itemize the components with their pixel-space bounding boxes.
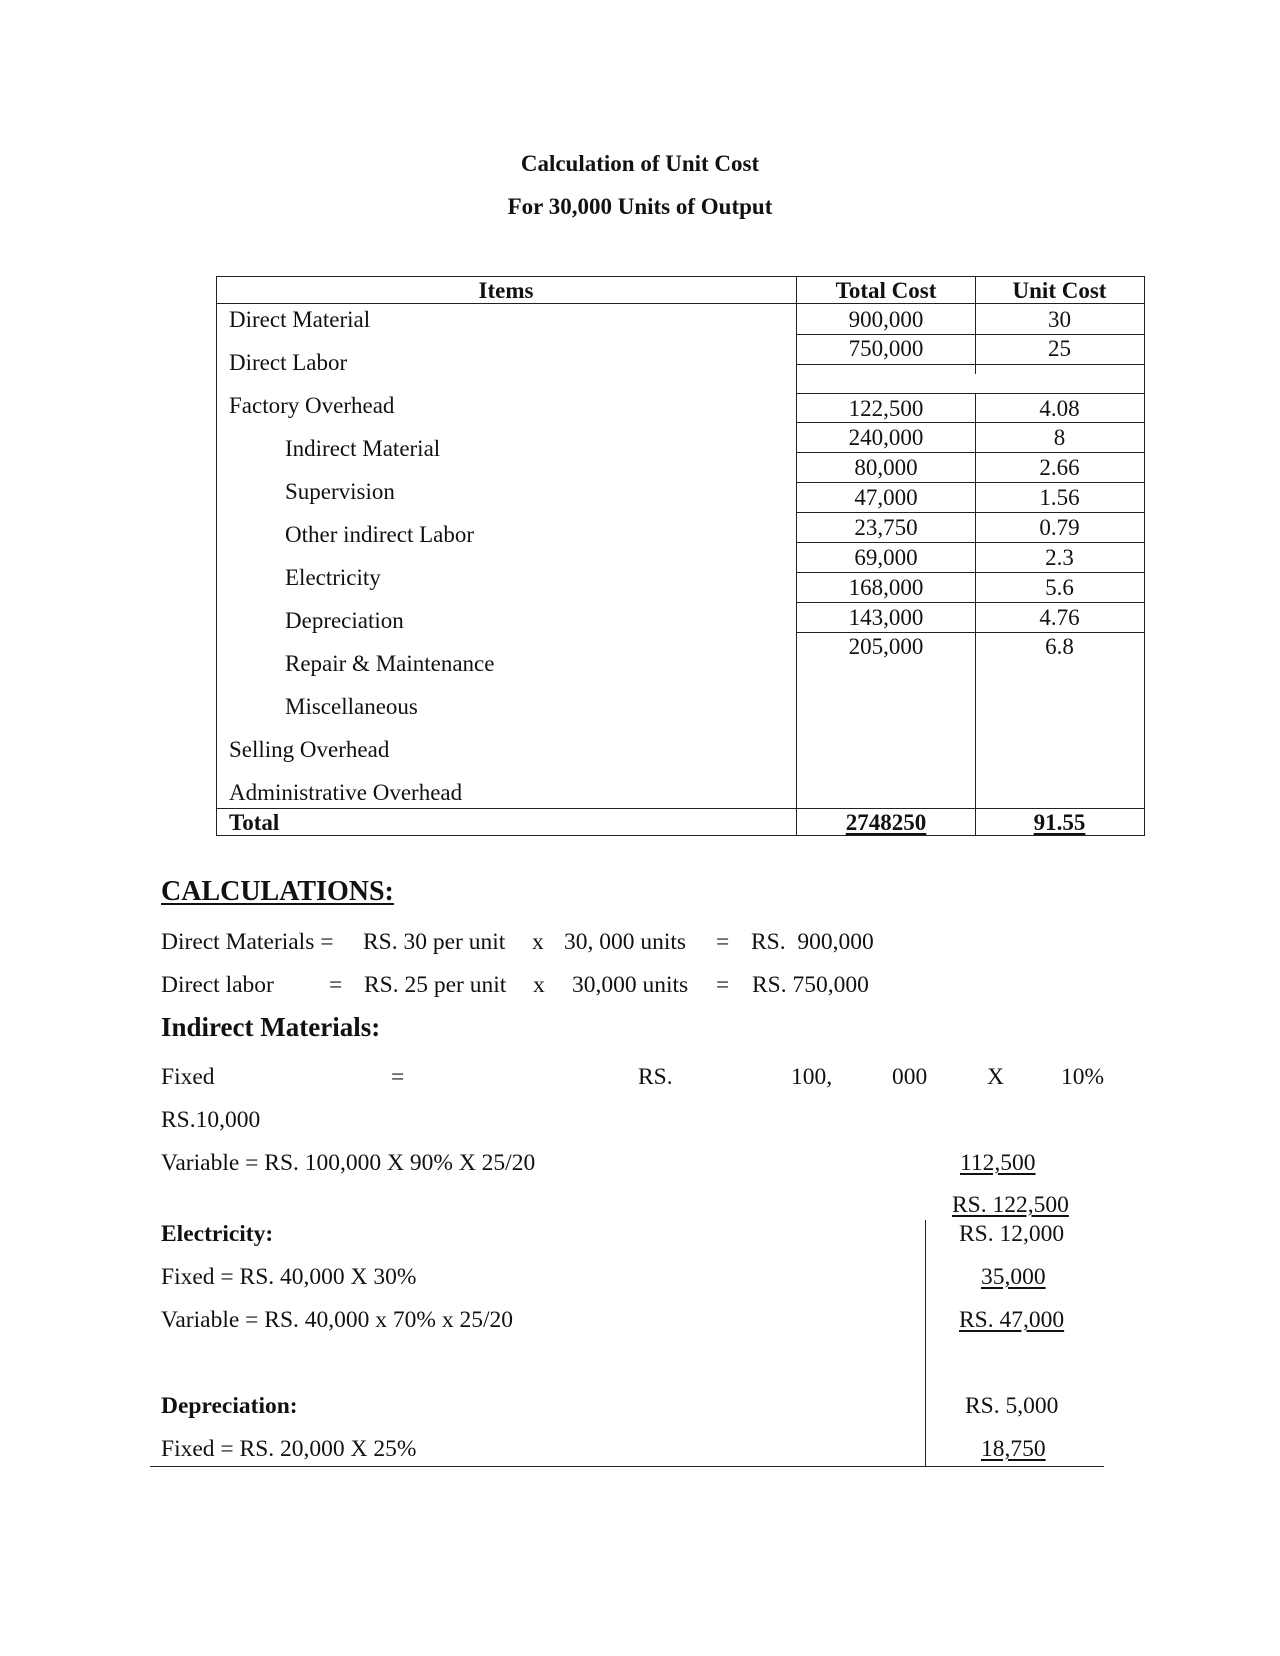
- total-cost-cell: 69,000: [854, 545, 918, 570]
- im-variable: Variable = RS. 100,000 X 90% X 25/20: [161, 1150, 536, 1176]
- page-title: Calculation of Unit Cost: [520, 151, 760, 176]
- item-label: Depreciation: [285, 608, 404, 633]
- table-rule: [796, 482, 1145, 483]
- table-rule: [796, 512, 1145, 513]
- im-fixed-amount-1: 100,: [791, 1064, 833, 1090]
- total-cost-sum: 2748250: [845, 810, 927, 835]
- dl-label: Direct labor: [161, 972, 274, 998]
- table-rule: [796, 393, 1145, 394]
- unit-cost-cell: 4.08: [1039, 396, 1080, 421]
- table-rule: [216, 808, 1145, 809]
- unit-cost-cell: 2.66: [1039, 455, 1080, 480]
- im-fixed-label: Fixed: [161, 1064, 215, 1090]
- table-rule: [796, 572, 1145, 573]
- total-cost-cell: 122,500: [848, 396, 924, 421]
- item-label: Repair & Maintenance: [285, 651, 495, 676]
- dm-equals: =: [716, 929, 730, 955]
- im-total: RS. 122,500: [952, 1192, 1069, 1218]
- table-rule: [796, 334, 1145, 335]
- page-subtitle: For 30,000 Units of Output: [507, 194, 773, 219]
- unit-cost-cell: 6.8: [1045, 634, 1074, 659]
- total-label: Total: [229, 810, 280, 835]
- electricity-heading: Electricity:: [161, 1221, 274, 1247]
- item-label: Direct Labor: [229, 350, 348, 375]
- depreciation-heading: Depreciation:: [161, 1393, 298, 1419]
- dm-rate: RS. 30 per unit: [363, 929, 506, 955]
- calculations-heading: CALCULATIONS:: [161, 876, 394, 907]
- unit-cost-cell: 30: [1048, 307, 1071, 332]
- im-fixed-result: RS.10,000: [161, 1107, 261, 1133]
- im-fixed-rs: RS.: [638, 1064, 673, 1090]
- total-cost-cell: 47,000: [854, 485, 918, 510]
- unit-cost-sum: 91.55: [1033, 810, 1086, 835]
- dl-units: 30,000 units: [572, 972, 689, 998]
- unit-cost-cell: 4.76: [1039, 605, 1080, 630]
- total-cost-cell: 205,000: [848, 634, 924, 659]
- calc-divider: [925, 1220, 926, 1466]
- item-label: Electricity: [285, 565, 381, 590]
- item-label: Miscellaneous: [285, 694, 418, 719]
- im-fixed-pct: 10%: [1061, 1064, 1105, 1090]
- dl-result: RS. 750,000: [752, 972, 869, 998]
- el-total: RS. 47,000: [959, 1307, 1065, 1333]
- total-cost-cell: 750,000: [848, 336, 924, 361]
- table-rule: [796, 452, 1145, 453]
- item-label: Indirect Material: [285, 436, 441, 461]
- item-label: Direct Material: [229, 307, 371, 332]
- unit-cost-cell: 8: [1053, 425, 1066, 450]
- dl-equals: =: [716, 972, 730, 998]
- dm-result: RS. 900,000: [751, 929, 874, 955]
- item-label: Other indirect Labor: [285, 522, 475, 547]
- item-label: Administrative Overhead: [229, 780, 463, 805]
- im-fixed-amount-2: 000: [892, 1064, 928, 1090]
- total-cost-cell: 900,000: [848, 307, 924, 332]
- dm-times: x: [532, 929, 544, 955]
- header-items: Items: [478, 278, 534, 303]
- unit-cost-cell: 0.79: [1039, 515, 1080, 540]
- el-fixed: Fixed = RS. 40,000 X 30%: [161, 1264, 417, 1290]
- item-label: Supervision: [285, 479, 395, 504]
- item-label: Selling Overhead: [229, 737, 390, 762]
- total-cost-cell: 23,750: [854, 515, 918, 540]
- dl-rate: RS. 25 per unit: [364, 972, 507, 998]
- dm-label: Direct Materials =: [161, 929, 334, 955]
- header-total-cost: Total Cost: [835, 278, 937, 303]
- el-variable-result: 35,000: [981, 1264, 1046, 1290]
- dep-second-result: 18,750: [981, 1436, 1046, 1462]
- calc-bottom-rule: [150, 1466, 1104, 1467]
- im-variable-result: 112,500: [960, 1150, 1036, 1176]
- table-rule: [796, 364, 1145, 365]
- el-fixed-result: RS. 12,000: [959, 1221, 1065, 1247]
- unit-cost-cell: 25: [1048, 336, 1071, 361]
- total-cost-cell: 168,000: [848, 575, 924, 600]
- header-unit-cost: Unit Cost: [1012, 278, 1107, 303]
- dm-units: 30, 000 units: [564, 929, 687, 955]
- table-rule: [796, 542, 1145, 543]
- el-variable: Variable = RS. 40,000 x 70% x 25/20: [161, 1307, 514, 1333]
- dep-fixed: Fixed = RS. 20,000 X 25%: [161, 1436, 417, 1462]
- unit-cost-cell: 5.6: [1045, 575, 1074, 600]
- dep-fixed-result: RS. 5,000: [965, 1393, 1059, 1419]
- dl-times: x: [533, 972, 545, 998]
- total-cost-cell: 80,000: [854, 455, 918, 480]
- total-cost-cell: 143,000: [848, 605, 924, 630]
- indirect-materials-heading: Indirect Materials:: [161, 1012, 381, 1042]
- dl-equals-1: =: [329, 972, 343, 998]
- im-fixed-times: X: [987, 1064, 1004, 1090]
- item-label: Factory Overhead: [229, 393, 395, 418]
- unit-cost-cell: 2.3: [1045, 545, 1074, 570]
- table-rule: [796, 632, 1145, 633]
- table-rule: [796, 602, 1145, 603]
- im-fixed-equals: =: [391, 1064, 405, 1090]
- table-rule: [796, 422, 1145, 423]
- total-cost-cell: 240,000: [848, 425, 924, 450]
- unit-cost-cell: 1.56: [1039, 485, 1080, 510]
